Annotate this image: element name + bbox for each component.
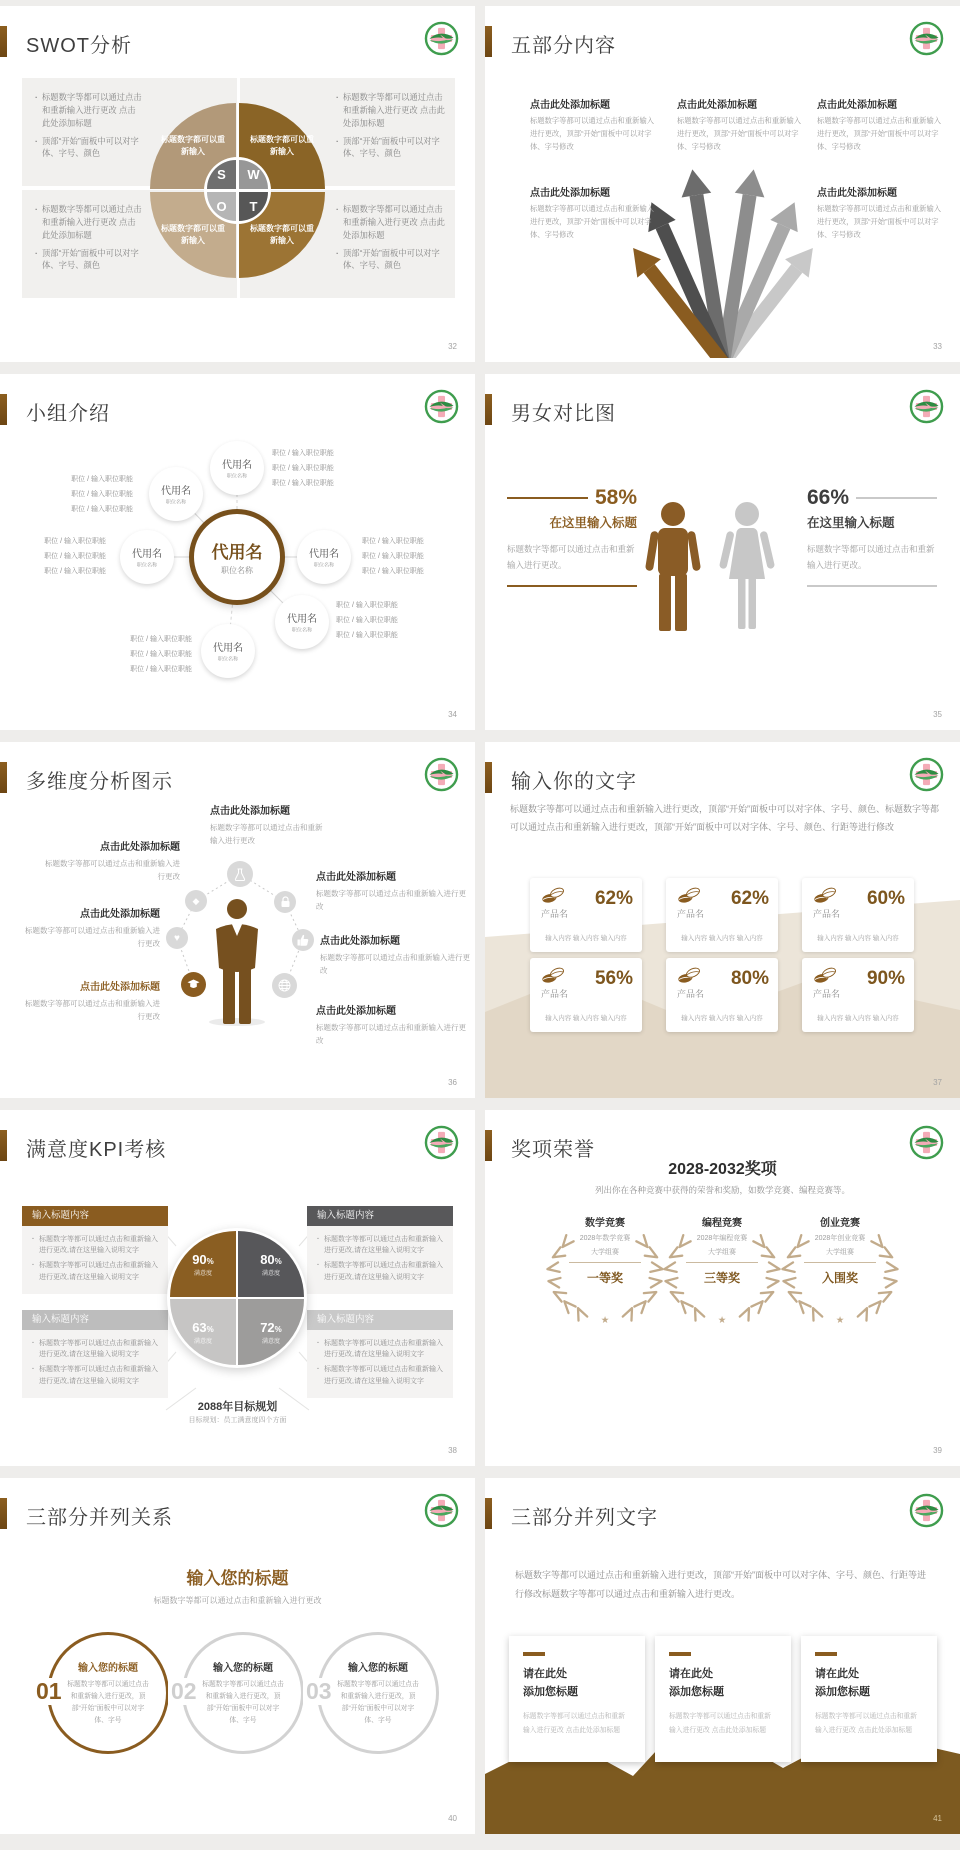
position-item: 职位 / 输入职位职能: [71, 491, 133, 499]
brand-logo-icon: [423, 1492, 460, 1529]
text-card[interactable]: [509, 1636, 645, 1762]
position-item: 职位 / 输入职位职能: [44, 538, 106, 545]
panel-bullet: · 标题数字等都可以通过点击和重新输入进行更改,请在这里输入说明文字: [317, 1260, 443, 1282]
brand-logo-icon: [908, 1492, 945, 1529]
swot-bullet: · 标题数字等都可以通过点击和重新输入进行更改 点击此处添加标题: [335, 91, 447, 130]
swot-letter-s: S: [207, 160, 236, 189]
slide-thumbnail-awards[interactable]: [485, 1110, 960, 1466]
leader-role: 职位名称: [221, 566, 253, 575]
swot-bullet: · 顶部“开始”面板中可以对字体、字号、颜色: [34, 247, 142, 273]
award-name: 三等奖: [703, 1271, 740, 1285]
card-accent-dash: [815, 1652, 837, 1656]
position-item: 职位 / 输入职位职能: [44, 553, 106, 561]
award-line2: 大学组赛: [591, 1249, 619, 1256]
position-item: 职位 / 输入职位职能: [362, 538, 424, 545]
circle-body: 标题数字等都可以通过点击和重新输入进行更改，顶部“开始”面板中可以对字体、字号: [202, 1680, 284, 1725]
title-accent-bar: [485, 26, 492, 57]
team-member-circle[interactable]: [297, 530, 351, 584]
product-card[interactable]: [666, 878, 778, 952]
text-card[interactable]: [655, 1636, 791, 1762]
circle-title: 输入您的标题: [348, 1662, 408, 1674]
award-line1: 2028年数学竞赛: [579, 1235, 631, 1242]
team-member-circle[interactable]: [275, 595, 329, 649]
pie-slice-80: 80% 满意度: [238, 1231, 304, 1297]
member-name: 代用名: [161, 486, 191, 497]
card-title-line2: 添加您标题: [815, 1685, 870, 1698]
position-item: 职位 / 输入职位职能: [336, 602, 398, 609]
position-list: [6, 534, 106, 579]
circle-title: 输入您的标题: [213, 1662, 273, 1674]
member-role: 职位名称: [291, 628, 313, 634]
position-list: [362, 534, 470, 579]
slide-thumbnail-five-parts[interactable]: [485, 6, 960, 362]
award-category: 编程竞赛: [702, 1218, 742, 1229]
block-title: 点击此处添加标题: [530, 100, 610, 111]
position-item: 职位 / 输入职位职能: [272, 450, 334, 457]
circle-body: 标题数字等都可以通过点击和重新输入进行更改，顶部“开始”面板中可以对字体、字号: [67, 1680, 149, 1725]
team-member-circle[interactable]: [120, 530, 174, 584]
pie-slice-label: 满意度: [261, 1270, 280, 1277]
block-body: 标题数字等都可以通过点击和重新输入进行更改，顶部“开始”面板中可以对字体、字号修改: [530, 116, 655, 151]
slide-title: 男女对比图: [511, 403, 616, 425]
award-line2: 大学组赛: [708, 1249, 736, 1256]
panel-bullet: · 标题数字等都可以通过点击和重新输入进行更改,请在这里输入说明文字: [32, 1338, 158, 1360]
page-number: 36: [448, 1078, 457, 1087]
panel-header: 输入标题内容: [22, 1310, 168, 1330]
slide-thumbnail-three-text[interactable]: [485, 1478, 960, 1834]
stat-body: 标题数字等都可以通过点击和重新输入进行更改。: [807, 544, 935, 571]
card-title-line1: 请在此处: [815, 1668, 859, 1680]
kpi-pie-chart: [167, 1228, 307, 1368]
kpi-panel-bottom-left: [22, 1310, 168, 1398]
coffee-bean-icon: [813, 967, 837, 984]
award-category: 创业竞赛: [820, 1218, 860, 1229]
brand-logo-icon: [908, 20, 945, 57]
card-body: 标题数字等都可以通过点击和重新输入进行更改 点击此处添加标题: [669, 1713, 771, 1734]
position-item: 职位 / 输入职位职能: [71, 476, 133, 483]
card-title-line1: 请在此处: [523, 1668, 567, 1680]
swot-bullet: · 标题数字等都可以通过点击和重新输入进行更改 点击此处添加标题: [335, 203, 447, 242]
divider-line: [856, 497, 937, 499]
block-title: 点击此处添加标题: [100, 842, 180, 853]
male-stat-block: [507, 486, 637, 587]
content-block-highlight: [18, 978, 160, 1023]
team-leader-circle[interactable]: [189, 509, 285, 605]
award-category: 数学竞赛: [585, 1218, 625, 1229]
content-block: [530, 96, 658, 153]
product-name: 产品名: [541, 989, 569, 999]
product-card[interactable]: [530, 878, 642, 952]
title-accent-bar: [485, 394, 492, 425]
block-title: 点击此处添加标题: [817, 100, 897, 111]
award-divider: [686, 1262, 758, 1263]
award-line1: 2028年编程竞赛: [696, 1235, 748, 1242]
male-percentage: 58%: [594, 486, 637, 509]
product-card[interactable]: [802, 878, 914, 952]
award-item: [540, 1214, 670, 1286]
slide-title: 五部分内容: [511, 35, 616, 57]
team-member-circle[interactable]: [201, 624, 255, 678]
slide-thumbnail-swot[interactable]: [0, 6, 475, 362]
block-title: 点击此处添加标题: [316, 1006, 396, 1017]
product-card[interactable]: [802, 958, 914, 1032]
block-body: 标题数字等都可以通过点击和重新输入进行更改: [25, 999, 160, 1022]
content-block: [530, 184, 658, 241]
globe-icon: [272, 973, 297, 998]
panel-bullet: · 标题数字等都可以通过点击和重新输入进行更改,请在这里输入说明文字: [317, 1338, 443, 1360]
product-percentage: 62%: [594, 888, 633, 909]
page-number: 35: [933, 710, 942, 719]
block-body: 标题数字等都可以通过点击和重新输入进行更改，顶部“开始”面板中可以对字体、字号修改: [817, 204, 942, 239]
card-accent-dash: [523, 1652, 545, 1656]
slide-title: 输入你的文字: [511, 771, 637, 793]
swot-quadrant-label: 标题数字都可以重新输入: [161, 224, 225, 245]
block-body: 标题数字等都可以通过点击和重新输入进行更改: [316, 889, 466, 912]
slide-thumbnail-multi-dimension[interactable]: [0, 742, 475, 1098]
content-block: [22, 905, 160, 950]
block-body: 标题数字等都可以通过点击和重新输入进行更改: [45, 859, 180, 882]
swot-letter-o: O: [207, 192, 236, 221]
block-title: 点击此处添加标题: [530, 188, 610, 199]
coffee-bean-icon: [677, 887, 701, 904]
product-subtext: 输入内容 输入内容 输入内容: [545, 935, 627, 942]
goal-title: 2088年目标规划: [197, 1401, 278, 1413]
page-number: 34: [448, 710, 457, 719]
slide-title: 奖项荣誉: [511, 1139, 595, 1161]
product-percentage: 60%: [866, 888, 905, 909]
swot-letter-t: T: [239, 192, 268, 221]
member-name: 代用名: [222, 460, 252, 471]
page-number: 39: [933, 1446, 942, 1455]
swot-bullet: · 顶部“开始”面板中可以对字体、字号、颜色: [335, 247, 447, 273]
position-item: 职位 / 输入职位职能: [336, 617, 398, 625]
award-divider: [569, 1262, 641, 1263]
card-body: 标题数字等都可以通过点击和重新输入进行更改 点击此处添加标题: [815, 1713, 917, 1734]
pie-slice-63: 63% 满意度: [170, 1299, 236, 1365]
flask-icon: [227, 861, 253, 887]
product-subtext: 输入内容 输入内容 输入内容: [817, 935, 899, 942]
intro-paragraph: 标题数字等都可以通过点击和重新输入进行更改，顶部“开始”面板中可以对字体、字号、颜色、标题数字等都可以通过点击和重新输入进行更改，顶部“开始”面板中可以对字体、字号、颜色、行距等进行修改: [510, 804, 939, 832]
swot-quadrant-label: 标题数字都可以重新输入: [250, 224, 314, 245]
product-card[interactable]: [530, 958, 642, 1032]
position-item: 职位 / 输入职位职能: [362, 553, 424, 561]
product-name: 产品名: [813, 989, 841, 999]
member-role: 职位名称: [217, 657, 239, 663]
slide-title: 满意度KPI考核: [26, 1139, 167, 1161]
member-name: 代用名: [309, 549, 339, 560]
block-body: 标题数字等都可以通过点击和重新输入进行更改: [210, 823, 323, 846]
panel-bullet: · 标题数字等都可以通过点击和重新输入进行更改,请在这里输入说明文字: [317, 1234, 443, 1256]
relation-circle-3[interactable]: [317, 1632, 439, 1754]
product-percentage: 56%: [594, 968, 633, 989]
page-number: 41: [933, 1814, 942, 1823]
diamond-icon: ◆: [185, 890, 207, 912]
panel-header: 输入标题内容: [307, 1310, 453, 1330]
swot-quadrant-label: 标题数字都可以重新输入: [161, 135, 225, 156]
text-card[interactable]: [801, 1636, 937, 1762]
swot-quadrant-label: 标题数字都可以重新输入: [250, 135, 314, 156]
stat-subtitle: 在这里输入标题: [549, 516, 637, 530]
card-accent-dash: [669, 1652, 691, 1656]
team-member-circle[interactable]: [149, 467, 203, 521]
slide-title: 小组介绍: [26, 403, 110, 425]
circle-body: 标题数字等都可以通过点击和重新输入进行更改，顶部“开始”面板中可以对字体、字号: [337, 1680, 419, 1725]
step-number-2: 02: [168, 1678, 200, 1705]
slide-title: 三部分并列关系: [26, 1507, 173, 1529]
block-title: 点击此处添加标题: [677, 100, 757, 111]
female-stat-block: [807, 486, 937, 587]
divider-line: [507, 585, 637, 587]
relation-circle-1[interactable]: [47, 1632, 169, 1754]
block-body: 标题数字等都可以通过点击和重新输入进行更改: [316, 1023, 466, 1046]
member-name: 代用名: [132, 549, 162, 560]
slide-thumbnail-gender-compare[interactable]: [485, 374, 960, 730]
block-body: 标题数字等都可以通过点击和重新输入进行更改: [25, 926, 160, 949]
stat-body: 标题数字等都可以通过点击和重新输入进行更改。: [507, 544, 635, 571]
title-accent-bar: [0, 1498, 7, 1529]
thumbs-up-icon: [292, 929, 314, 951]
slide-thumbnail-team-intro[interactable]: [0, 374, 475, 730]
panel-bullet: · 标题数字等都可以通过点击和重新输入进行更改,请在这里输入说明文字: [32, 1260, 158, 1282]
brand-logo-icon: [908, 756, 945, 793]
team-member-circle[interactable]: [210, 441, 264, 495]
pie-slice-label: 满意度: [193, 1338, 212, 1345]
award-line1: 2028年创业竞赛: [814, 1235, 866, 1242]
card-title-line2: 添加您标题: [523, 1685, 578, 1698]
panel-header: 输入标题内容: [22, 1206, 168, 1226]
pie-slice-90: 90% 满意度: [170, 1231, 236, 1297]
block-body: 标题数字等都可以通过点击和重新输入进行更改，顶部“开始”面板中可以对字体、字号修改: [817, 116, 942, 151]
title-accent-bar: [485, 762, 492, 793]
pie-slice-label: 满意度: [193, 1270, 212, 1277]
award-name: 一等奖: [586, 1271, 623, 1285]
content-block: [320, 932, 470, 977]
award-item: [657, 1214, 787, 1286]
position-item: 职位 / 输入职位职能: [272, 480, 334, 488]
block-body: 标题数字等都可以通过点击和重新输入进行更改，顶部“开始”面板中可以对字体、字号修改: [677, 116, 802, 151]
kpi-panel-top-right: [307, 1206, 453, 1294]
content-block: [677, 96, 805, 153]
award-line2: 大学组赛: [826, 1249, 854, 1256]
member-name: 代用名: [213, 643, 243, 654]
card-body: 标题数字等都可以通过点击和重新输入进行更改 点击此处添加标题: [523, 1713, 625, 1734]
block-title: 点击此处添加标题: [817, 188, 897, 199]
step-number-3: 03: [303, 1678, 335, 1705]
product-subtext: 输入内容 输入内容 输入内容: [681, 1015, 763, 1022]
title-accent-bar: [485, 1498, 492, 1529]
swot-circle-diagram: [150, 103, 325, 278]
content-block: [210, 802, 328, 847]
female-figure-icon: [717, 492, 777, 660]
heart-icon: ♥: [166, 927, 188, 949]
awards-heading: 2028-2032奖项: [668, 1161, 777, 1178]
panel-bullet: · 标题数字等都可以通过点击和重新输入进行更改,请在这里输入说明文字: [317, 1364, 443, 1386]
panel-header: 输入标题内容: [307, 1206, 453, 1226]
slide-thumbnail-your-text[interactable]: [485, 742, 960, 1098]
block-title: 点击此处添加标题: [80, 982, 160, 993]
slide-title: SWOT分析: [26, 35, 132, 57]
panel-bullet: · 标题数字等都可以通过点击和重新输入进行更改,请在这里输入说明文字: [32, 1364, 158, 1386]
position-list: [336, 598, 444, 643]
section-heading: 输入您的标题: [186, 1569, 289, 1588]
kpi-panel-top-left: [22, 1206, 168, 1294]
content-block: [817, 96, 947, 153]
divider-line: [807, 585, 937, 587]
circle-title: 输入您的标题: [78, 1662, 138, 1674]
position-item: 职位 / 输入职位职能: [130, 636, 192, 643]
step-number-1: 01: [33, 1678, 65, 1705]
section-subtitle: 标题数字等都可以通过点击和重新输入进行更改: [153, 1596, 322, 1605]
product-subtext: 输入内容 输入内容 输入内容: [545, 1015, 627, 1022]
page-number: 32: [448, 342, 457, 351]
pie-slice-label: 满意度: [261, 1338, 280, 1345]
content-block: [42, 838, 180, 883]
swot-letter-w: W: [239, 160, 268, 189]
block-title: 点击此处添加标题: [80, 909, 160, 920]
product-name: 产品名: [813, 909, 841, 919]
swot-bullet: · 顶部“开始”面板中可以对字体、字号、颜色: [335, 135, 447, 161]
member-name: 代用名: [287, 614, 317, 625]
product-card[interactable]: [666, 958, 778, 1032]
leader-name: 代用名: [211, 543, 263, 562]
product-percentage: 90%: [866, 968, 905, 989]
page-number: 40: [448, 1814, 457, 1823]
coffee-bean-icon: [813, 887, 837, 904]
intro-paragraph: 标题数字等都可以通过点击和重新输入进行更改，顶部“开始”面板中可以对字体、字号、颜色、行距等进行修改标题数字等都可以通过点击和重新输入进行更改。: [515, 1570, 926, 1599]
product-percentage: 80%: [730, 968, 769, 989]
swot-center-circle: [204, 157, 271, 224]
coffee-bean-icon: [677, 967, 701, 984]
goal-subtitle: 目标规划：员工满意度四个方面: [188, 1417, 287, 1424]
brand-logo-icon: [423, 20, 460, 57]
graduation-cap-icon: [181, 972, 206, 997]
slide-thumbnail-kpi[interactable]: [0, 1110, 475, 1466]
position-list: [25, 472, 133, 517]
product-name: 产品名: [541, 909, 569, 919]
card-title-line2: 添加您标题: [669, 1685, 724, 1698]
kpi-panel-bottom-right: [307, 1310, 453, 1398]
position-item: 职位 / 输入职位职能: [130, 651, 192, 659]
product-subtext: 输入内容 输入内容 输入内容: [681, 935, 763, 942]
coffee-bean-icon: [541, 887, 565, 904]
female-percentage: 66%: [807, 486, 850, 509]
pie-slice-72: 72% 满意度: [238, 1299, 304, 1365]
position-item: 职位 / 输入职位职能: [272, 465, 334, 473]
block-title: 点击此处添加标题: [316, 872, 396, 883]
member-role: 职位名称: [226, 474, 248, 480]
slide-title: 三部分并列文字: [511, 1507, 658, 1529]
position-list: [92, 632, 192, 677]
product-subtext: 输入内容 输入内容 输入内容: [817, 1015, 899, 1022]
member-role: 职位名称: [165, 500, 187, 506]
position-item: 职位 / 输入职位职能: [44, 568, 106, 576]
block-body: 标题数字等都可以通过点击和重新输入进行更改: [320, 953, 470, 976]
coffee-bean-icon: [541, 967, 565, 984]
divider-line: [507, 497, 588, 499]
content-block: [817, 184, 947, 241]
swot-bullet: · 标题数字等都可以通过点击和重新输入进行更改 点击此处添加标题: [34, 203, 142, 242]
lock-icon: [274, 891, 296, 913]
position-list: [272, 446, 334, 491]
swot-bullet: · 标题数字等都可以通过点击和重新输入进行更改 点击此处添加标题: [34, 91, 142, 130]
product-name: 产品名: [677, 909, 705, 919]
stat-subtitle: 在这里输入标题: [807, 516, 895, 530]
product-percentage: 62%: [730, 888, 769, 909]
content-block: [316, 1002, 468, 1047]
male-figure-icon: [643, 492, 703, 660]
block-title: 点击此处添加标题: [320, 936, 400, 947]
product-name: 产品名: [677, 989, 705, 999]
position-item: 职位 / 输入职位职能: [71, 506, 133, 514]
position-item: 职位 / 输入职位职能: [336, 632, 398, 640]
slide-thumbnail-three-relation[interactable]: [0, 1478, 475, 1834]
award-divider: [804, 1262, 876, 1263]
page-number: 33: [933, 342, 942, 351]
relation-circle-2[interactable]: [182, 1632, 304, 1754]
position-item: 职位 / 输入职位职能: [130, 666, 192, 674]
block-title: 点击此处添加标题: [210, 806, 290, 817]
content-block: [316, 868, 466, 913]
award-item: [775, 1214, 905, 1286]
position-item: 职位 / 输入职位职能: [362, 568, 424, 576]
card-title-line1: 请在此处: [669, 1668, 713, 1680]
block-body: 标题数字等都可以通过点击和重新输入进行更改，顶部“开始”面板中可以对字体、字号修改: [530, 204, 655, 239]
member-role: 职位名称: [313, 563, 335, 569]
award-name: 入围奖: [821, 1271, 858, 1285]
page-number: 38: [448, 1446, 457, 1455]
awards-subtitle: 列出你在各种竞赛中获得的荣誉和奖励，如数学竞赛、编程竞赛等。: [594, 1185, 850, 1195]
panel-bullet: · 标题数字等都可以通过点击和重新输入进行更改,请在这里输入说明文字: [32, 1234, 158, 1256]
member-role: 职位名称: [136, 563, 158, 569]
businessman-silhouette: [206, 898, 268, 1026]
slide-title: 多维度分析图示: [26, 771, 173, 793]
brand-logo-icon: [908, 388, 945, 425]
title-accent-bar: [0, 26, 7, 57]
swot-bullet: · 顶部“开始”面板中可以对字体、字号、颜色: [34, 135, 142, 161]
page-number: 37: [933, 1078, 942, 1087]
